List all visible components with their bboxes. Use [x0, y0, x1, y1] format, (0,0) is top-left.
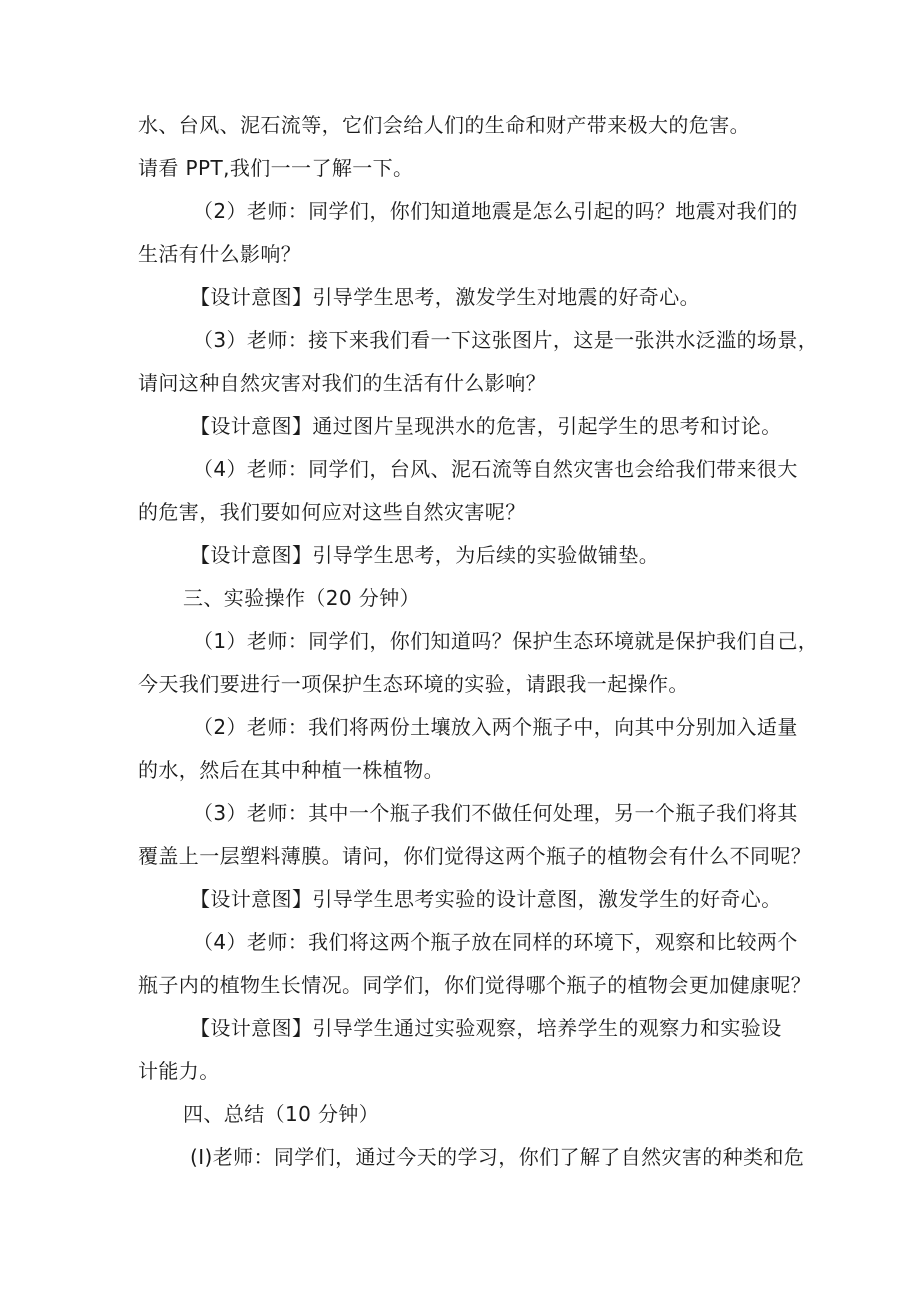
design-intent-line: 【设计意图】引导学生通过实验观察，培养学生的观察力和实验设: [190, 1016, 782, 1040]
text-line: （2）老师：我们将两份土壤放入两个瓶子中，向其中分别加入适量: [193, 715, 798, 739]
section-heading: 三、实验操作（20 分钟）: [183, 586, 421, 610]
text-line: 请看 PPT,我们一一了解一下。: [138, 156, 414, 180]
text-line: (I)老师：同学们，通过今天的学习，你们了解了自然灾害的种类和危: [190, 1145, 805, 1169]
text-line: 水、台风、泥石流等，它们会给人们的生命和财产带来极大的危害。: [138, 113, 750, 137]
text-line: 的危害，我们要如何应对这些自然灾害呢？: [138, 500, 526, 524]
text-line: （1）老师：同学们，你们知道吗？保护生态环境就是保护我们自己，: [193, 629, 819, 653]
text-line: 请问这种自然灾害对我们的生活有什么影响？: [138, 371, 546, 395]
text-line: 今天我们要进行一项保护生态环境的实验，请跟我一起操作。: [138, 672, 689, 696]
text-line: （2）老师：同学们，你们知道地震是怎么引起的吗？地震对我们的: [193, 199, 798, 223]
section-heading: 四、总结（10 分钟）: [183, 1102, 380, 1126]
text-line: 覆盖上一层塑料薄膜。请问，你们觉得这两个瓶子的植物会有什么不同呢？: [138, 844, 812, 868]
text-line: 生活有什么影响？: [138, 242, 302, 266]
design-intent-line: 【设计意图】引导学生思考，激发学生对地震的好奇心。: [190, 285, 700, 309]
text-line: （4）老师：我们将这两个瓶子放在同样的环境下，观察和比较两个: [193, 930, 798, 954]
text-line: （3）老师：其中一个瓶子我们不做任何处理，另一个瓶子我们将其: [193, 801, 798, 825]
text-line: 瓶子内的植物生长情况。同学们，你们觉得哪个瓶子的植物会更加健康呢？: [138, 973, 812, 997]
text-line: 计能力。: [138, 1059, 220, 1083]
design-intent-line: 【设计意图】通过图片呈现洪水的危害，引起学生的思考和讨论。: [190, 414, 782, 438]
text-line: （3）老师：接下来我们看一下这张图片，这是一张洪水泛滥的场景，: [193, 328, 819, 352]
design-intent-line: 【设计意图】引导学生思考，为后续的实验做铺垫。: [190, 543, 660, 567]
text-line: （4）老师：同学们，台风、泥石流等自然灾害也会给我们带来很大: [193, 457, 798, 481]
text-line: 的水，然后在其中种植一株植物。: [138, 758, 444, 782]
design-intent-line: 【设计意图】引导学生思考实验的设计意图，激发学生的好奇心。: [190, 887, 782, 911]
